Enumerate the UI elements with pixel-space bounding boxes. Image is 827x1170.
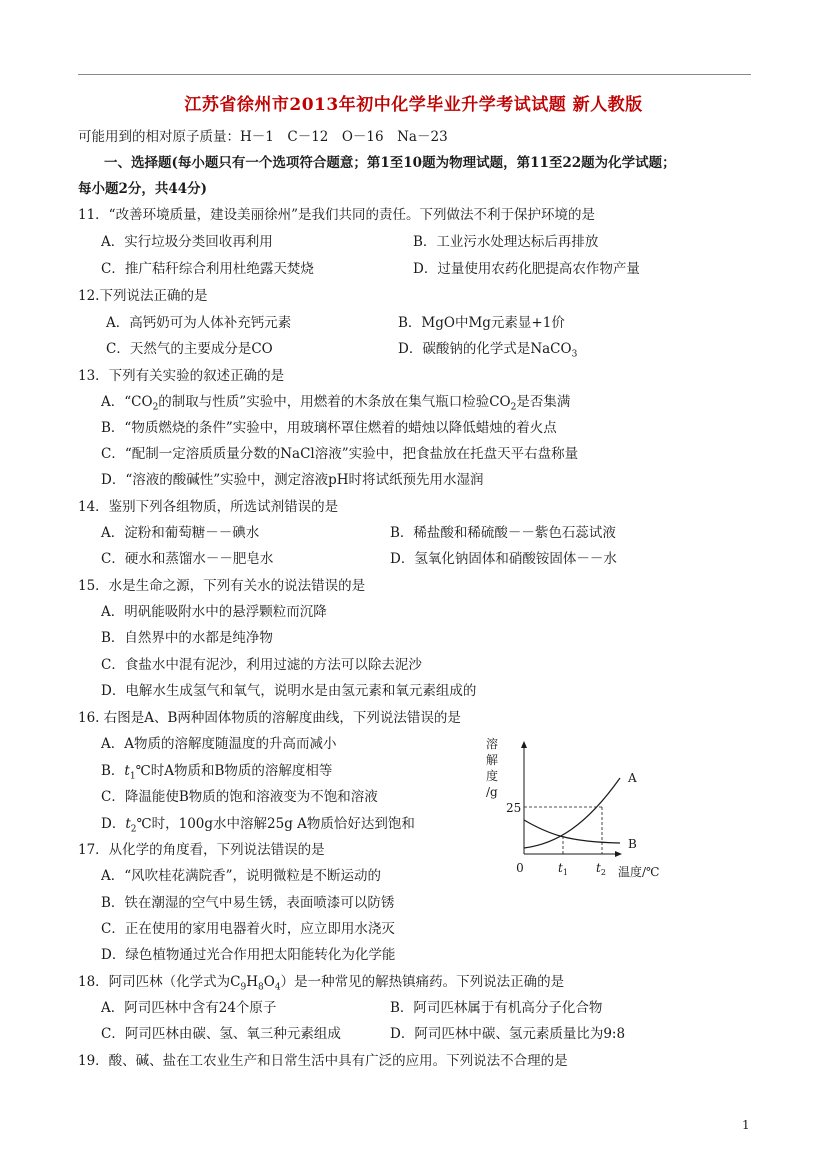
header-rule: [78, 74, 751, 75]
q13-option-b: B．“物质燃烧的条件”实验中，用玻璃杯罩住燃着的蜡烛以降低蜡烛的着火点: [101, 420, 557, 436]
q11-option-c: C．推广秸秆综合利用杜绝露天焚烧: [101, 261, 314, 277]
y-tick-25: 25: [506, 801, 522, 815]
q14-option-c: C．硬水和蒸馏水－－肥皂水: [101, 551, 274, 567]
q12-stem: 12.下列说法正确的是: [78, 288, 208, 304]
q15-option-a: A．明矾能吸附水中的悬浮颗粒而沉降: [101, 604, 327, 620]
x-axis-label: 温度/℃: [618, 865, 660, 879]
y-axis-label-3: 度: [486, 769, 499, 783]
q12-option-a: A．高钙奶可为人体补充钙元素: [106, 315, 292, 331]
q12-option-d: D．碳酸钠的化学式是NaCO$_3$: [398, 341, 578, 360]
q16-option-b: B．$t_1℃$时A物质和B物质的溶解度相等: [101, 763, 333, 782]
solubility-chart: [486, 736, 676, 884]
q16-stem: 16. 右图是A、B两种固体物质的溶解度曲线，下列说法错误的是: [78, 710, 461, 726]
q17-option-a: A．“风吹桂花满院香”，说明微粒是不断运动的: [101, 868, 382, 884]
q13-option-d: D．“溶液的酸碱性”实验中，测定溶液pH时将试纸预先用水湿润: [101, 472, 484, 488]
q18-option-a: A．阿司匹林中含有24个原子: [101, 1000, 277, 1016]
q17-option-d: D．绿色植物通过光合作用把太阳能转化为化学能: [101, 947, 396, 963]
x-tick-t2: $t_2$: [596, 861, 606, 877]
q11-option-b: B．工业污水处理达标后再排放: [413, 234, 599, 250]
q15-option-b: B．自然界中的水都是纯净物: [101, 630, 273, 646]
q16-option-a: A．A物质的溶解度随温度的升高而减小: [101, 736, 337, 752]
q18-option-d: D．阿司匹林中碳、氢元素质量比为9:8: [390, 1026, 626, 1042]
page-title: 江苏省徐州市2013年初中化学毕业升学考试试题 新人教版: [184, 95, 643, 115]
q15-option-c: C．食盐水中混有泥沙，利用过滤的方法可以除去泥沙: [101, 657, 422, 673]
q13-option-a: A．“$CO_2$的制取与性质”实验中，用燃着的木条放在集气瓶口检验$CO_2$是否集满: [101, 394, 571, 413]
x-tick-t1: $t_1$: [558, 861, 568, 877]
series-b-curve: [524, 820, 620, 843]
q17-option-b: B．铁在潮湿的空气中易生锈，表面喷漆可以防锈: [101, 895, 395, 911]
y-axis-label-2: 解: [486, 753, 499, 767]
q14-stem: 14．鉴别下列各组物质，所选试剂错误的是: [78, 499, 339, 515]
q15-stem: 15．水是生命之源，下列有关水的说法错误的是: [78, 578, 366, 594]
y-axis-label-1: 溶: [486, 737, 499, 751]
q18-option-c: C．阿司匹林由碳、氢、氧三种元素组成: [101, 1026, 341, 1042]
q18-option-b: B．阿司匹林属于有机高分子化合物: [390, 1000, 603, 1016]
q12-option-b: B．MgO中Mg元素显+1价: [398, 315, 565, 331]
page-number: 1: [742, 1118, 750, 1132]
origin-label: 0: [516, 861, 524, 875]
q13-stem: 13．下列有关实验的叙述正确的是: [78, 368, 285, 384]
q16-option-d: D．$t_2℃$时，100g水中溶解25g A物质恰好达到饱和: [101, 816, 415, 835]
q15-option-d: D．电解水生成氢气和氧气，说明水是由氢元素和氧元素组成的: [101, 683, 477, 699]
q16-option-c: C．降温能使B物质的饱和溶液变为不饱和溶液: [101, 789, 378, 805]
q11-option-d: D．过量使用农药化肥提高农作物产量: [413, 261, 640, 277]
q18-stem: 18．阿司匹林（化学式为$C_9H_8O_4$）是一种常见的解热镇痛药。下列说法正确的是: [78, 974, 565, 993]
series-b-label: B: [628, 837, 637, 851]
q17-option-c: C．正在使用的家用电器着火时，应立即用水浇灭: [101, 921, 395, 937]
series-a-label: A: [628, 771, 637, 785]
section-heading-line1: 一、选择题(每小题只有一个选项符合题意；第1至10题为物理试题，第11至22题为化学试题；: [104, 155, 676, 171]
q12-option-c: C．天然气的主要成分是CO: [106, 341, 273, 357]
q11-stem: 11．“改善环境质量，建设美丽徐州”是我们共同的责任。下列做法不利于保护环境的是: [78, 207, 595, 223]
section-heading-line2: 每小题2分，共44分): [78, 181, 208, 197]
atomic-masses: 可能用到的相对原子质量：H－1 C－12 O－16 Na－23: [78, 129, 448, 145]
y-axis-label-4: /g: [486, 785, 498, 799]
q14-option-d: D．氢氧化钠固体和硝酸铵固体－－水: [390, 551, 617, 567]
q17-stem: 17．从化学的角度看，下列说法错误的是: [78, 842, 325, 858]
q13-option-c: C．“配制一定溶质质量分数的NaCl溶液”实验中，把食盐放在托盘天平右盘称量: [101, 446, 579, 462]
q14-option-a: A．淀粉和葡萄糖－－碘水: [101, 525, 260, 541]
q14-option-b: B．稀盐酸和稀硫酸－－紫色石蕊试液: [390, 525, 616, 541]
q11-option-a: A．实行垃圾分类回收再利用: [101, 234, 273, 250]
q19-stem: 19．酸、碱、盐在工农业生产和日常生活中具有广泛的应用。下列说法不合理的是: [78, 1053, 568, 1069]
series-a-curve: [524, 778, 620, 848]
